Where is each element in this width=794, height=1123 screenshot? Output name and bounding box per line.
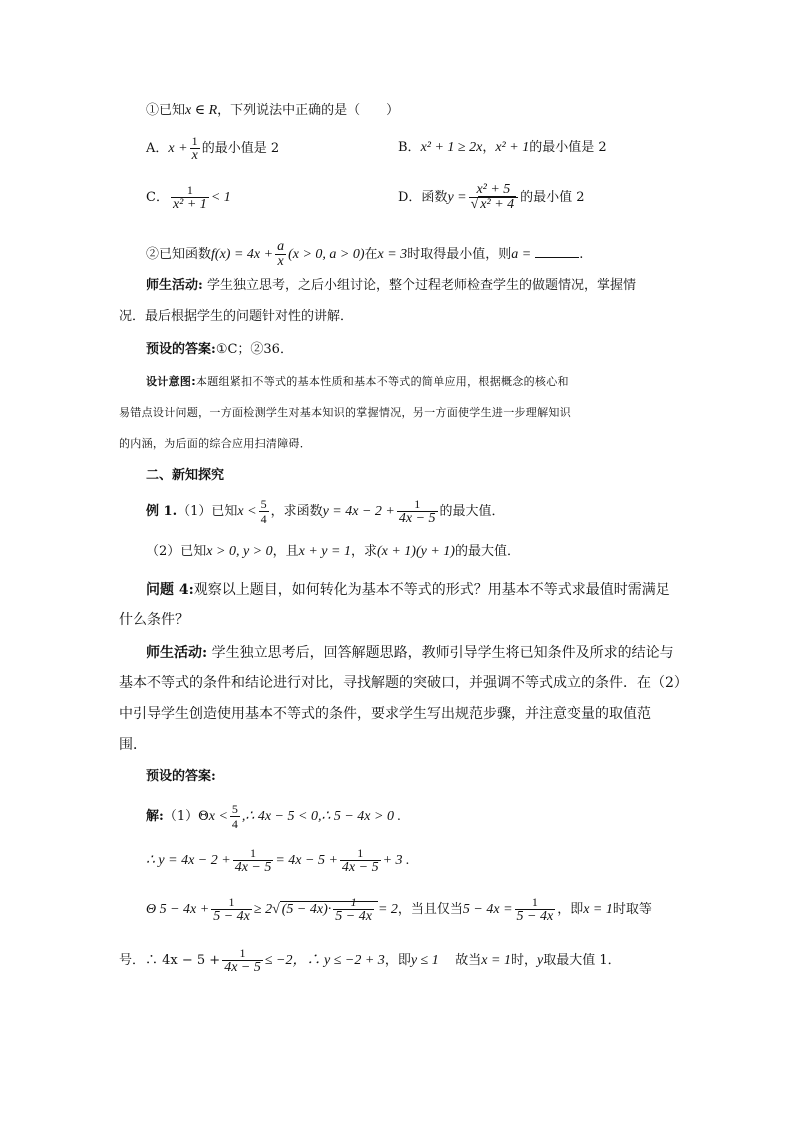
- q1-option-a: A．x + $\frac{1}{x}$ 的最小值是 2: [146, 134, 280, 163]
- solution-step2: ∴ y = 4x − 2 + $\frac{1}{4x - 5}$ = 4x − 5 + $\frac{1}{4x - 5}$ + 3 .: [146, 846, 410, 875]
- solution-step4: 号．∴ 4x − 5 + $\frac{1}{4x - 5}$ ≤ −2，∴ y ≤ −2 + 3，即y ≤ 1 故当x = 1时，y取最大值 1．: [119, 946, 621, 975]
- activity2-line3: 中引导学生创造使用基本不等式的条件，要求学生写出规范步骤，并注意变量的取值范: [119, 706, 651, 722]
- solution-step3: Θ 5 − 4x + $\frac{1}{5 - 4x}$ ≥ 2√ (5 − 4x)· $\frac{1}{5 - 4x}$ = 2，当且仅当5 − 4x = $\frac{1}{5 - 4x}$ ，即x = 1时取等: [146, 895, 652, 925]
- activity2-line1: 师生活动: 学生独立思考后，回答解题思路，教师引导学生将已知条件及所求的结论与: [146, 645, 674, 661]
- q1-option-d: D．函数y = $\frac{\text{x² + 5}}{\text{√ x² + 4}}$ 的最小值 2: [398, 182, 585, 212]
- q1-stem: ①已知x ∈ R，下列说法中正确的是（ ）: [146, 103, 400, 118]
- question4-line2: 什么条件？: [119, 612, 189, 628]
- answer1: 预设的答案:①C；②36．: [146, 342, 293, 357]
- section2-title: 二、新知探究: [146, 468, 225, 483]
- q1-option-b: B．x² + 1 ≥ 2x，x² + 1的最小值是 2: [398, 140, 607, 155]
- activity1-line2: 况．最后根据学生的问题针对性的讲解．: [119, 309, 354, 324]
- question4-line1: 问题 4:观察以上题目，如何转化为基本不等式的形式？用基本不等式求最值时需满足: [146, 582, 670, 598]
- example1-part2: （2）已知x > 0, y > 0，且x + y = 1，求(x + 1)(y + 1)的最大值．: [146, 544, 520, 559]
- activity2-line2: 基本不等式的条件和结论进行对比，寻找解题的突破口，并强调不等式成立的条件．在（2）: [119, 675, 688, 691]
- activity2-line4: 围．: [119, 737, 147, 753]
- answer2-label: 预设的答案:: [146, 769, 216, 784]
- example1-part1: 例 1.（1）已知x < $\frac{5}{4}$ ，求函数y = 4x − 2 + $\frac{1}{4x - 5}$ 的最大值．: [146, 497, 505, 526]
- design-line2: 易错点设计问题，一方面检测学生对基本知识的掌握情况，另一方面使学生进一步理解知识: [119, 406, 571, 419]
- solution-step1: 解:（1）Θx < $\frac{5}{4}$ ,∴ 4x − 5 < 0,∴ 5 − 4x > 0 .: [146, 802, 401, 831]
- q2-stem: ②已知函数f(x) = 4x + $\frac{a}{x}$ (x > 0, a > 0)在x = 3时取得最小值，则a = .: [146, 239, 584, 269]
- design-line3: 的内涵，为后面的综合应用扫清障碍．: [119, 437, 312, 450]
- answer-blank: [535, 245, 579, 258]
- q1-option-c: C． $\frac{1}{\text{x² + 1}}$ < 1: [146, 183, 231, 212]
- design-line1: 设计意图:本题组紧扣不等式的基本性质和基本不等式的简单应用，根据概念的核心和: [146, 375, 569, 388]
- activity1-line1: 师生活动: 学生独立思考，之后小组讨论，整个过程老师检查学生的做题情况，掌握情: [146, 278, 636, 293]
